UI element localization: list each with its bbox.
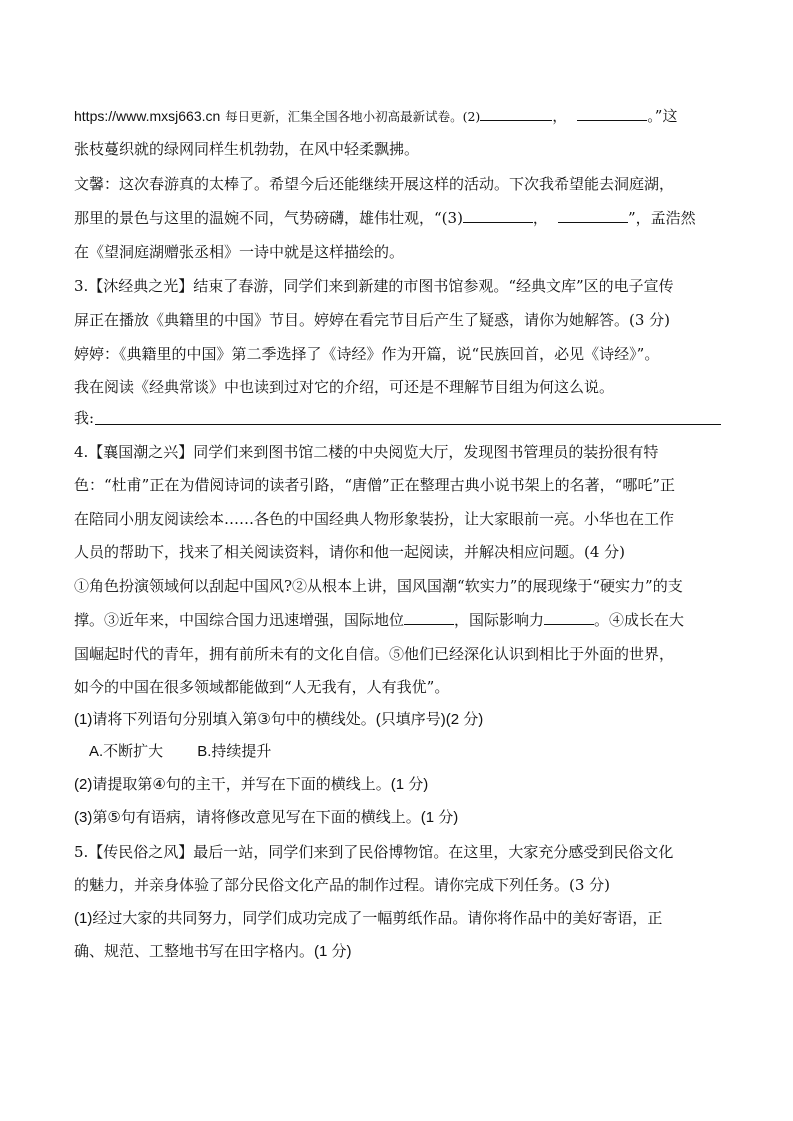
question-4-heading: 4.【襄国潮之兴】同学们来到图书馆二楼的中央阅览大厅，发现图书管理员的装扮很有特 — [74, 443, 659, 461]
answer-blank-4b[interactable] — [544, 610, 594, 625]
options-line — [89, 742, 739, 762]
subquestion-5-1-cont: 确、规范、工整地书写在田字格内。(1 分) — [74, 943, 352, 960]
question-5-heading: 5.【传民俗之风】最后一站，同学们来到了民俗博物馆。在这里，大家充分感受到民俗文化 — [74, 843, 674, 861]
text-line-2: 张枝蔓织就的绿网同样生机勃勃，在风中轻柔飘拂。 — [74, 140, 420, 158]
website-url[interactable]: https://www.mxsj663.cn — [74, 108, 221, 124]
answer-blank-4a[interactable] — [404, 610, 454, 625]
subquestion-4-1: (1)请将下列语句分别填入第③句中的横线处。(只填序号)(2 分) — [74, 711, 484, 728]
answer-blank-3b[interactable] — [558, 208, 628, 223]
option-b: B.持续提升 — [197, 743, 272, 760]
text-line-1 — [74, 106, 724, 127]
text-line-15: ①角色扮演领域何以刮起中国风?②从根本上讲，国风国潮“软实力”的展现缘于“硬实力”的支 — [74, 577, 683, 595]
text-segment: 。④成长在大 — [594, 611, 685, 629]
text-line-16 — [74, 610, 724, 630]
text-line-17: 国崛起时代的青年，拥有前所未有的文化自信。⑤他们已经深化认识到相比于外面的世界， — [74, 645, 675, 663]
text-line-3: 文馨：这次春游真的太棒了。希望今后还能继续开展这样的活动。下次我希望能去洞庭湖， — [74, 175, 675, 193]
text-segment: ”，孟浩然 — [627, 209, 696, 227]
text-line-5: 在《望洞庭湖赠张丞相》一诗中就是这样描绘的。 — [74, 243, 405, 261]
text-segment: 那里的景色与这里的温婉不同，气势磅礴，雄伟壮观，“(3) — [74, 209, 463, 227]
text-line-8: 婷婷：《典籍里的中国》第二季选择了《诗经》作为开篇，说“民族回首，必见《诗经》”。 — [74, 345, 660, 363]
text-line-13: 在陪同小朋友阅读绘本……各色的中国经典人物形象装扮，让大家眼前一亮。小华也在工作 — [74, 510, 675, 528]
text-line-7: 屏正在播放《典籍里的中国》节目。婷婷在看完节目后产生了疑惑，请你为她解答。(3 分) — [74, 311, 671, 329]
text-line-4 — [74, 208, 724, 228]
text-line-9: 我在阅读《经典常谈》中也读到过对它的介绍，可还是不理解节目组为何这么说。 — [74, 378, 615, 396]
text-tail: 。”这 — [647, 107, 678, 125]
text-line-18: 如今的中国在很多领域都能做到“人无我有，人有我优”。 — [74, 678, 450, 696]
text-segment: ，国际影响力 — [454, 611, 545, 629]
punctuation: ， — [532, 209, 548, 227]
subquestion-4-3: (3)第⑤句有语病，请将修改意见写在下面的横线上。(1 分) — [74, 809, 459, 826]
text-segment: 撑。③近年来，中国综合国力迅速增强，国际地位 — [74, 611, 405, 629]
text-line-12: 色：“杜甫”正在为借阅诗词的读者引路，“唐僧”正在整理古典小说书架上的名著，“哪吒”正 — [74, 476, 676, 494]
answer-blank-2a[interactable] — [480, 106, 552, 121]
text-line-24: 的魅力，并亲身体验了部分民俗文化产品的制作过程。请你完成下列任务。(3 分) — [74, 876, 611, 894]
text-line-14: 人员的帮助下，找来了相关阅读资料，请你和他一起阅读，并解决相应问题。(4 分) — [74, 543, 626, 561]
answer-label-me: 我: — [74, 409, 95, 427]
answer-line-q3[interactable] — [95, 424, 721, 425]
subquestion-5-1: (1)经过大家的共同努力，同学们成功完成了一幅剪纸作品。请你将作品中的美好寄语，正 — [74, 910, 663, 927]
subquestion-4-2: (2)请提取第④句的主干，并写在下面的横线上。(1 分) — [74, 776, 429, 793]
question-3-heading: 3.【沐经典之光】结束了春游，同学们来到新建的市图书馆参观。“经典文库”区的电子宣传 — [74, 277, 674, 295]
answer-blank-2b[interactable] — [577, 106, 647, 121]
answer-blank-3a[interactable] — [463, 208, 533, 223]
option-a: A.不断扩大 — [89, 743, 164, 760]
punctuation: ， — [552, 107, 568, 125]
header-notice: 每日更新，汇集全国各地小初高最新试卷。(2) — [225, 109, 481, 124]
